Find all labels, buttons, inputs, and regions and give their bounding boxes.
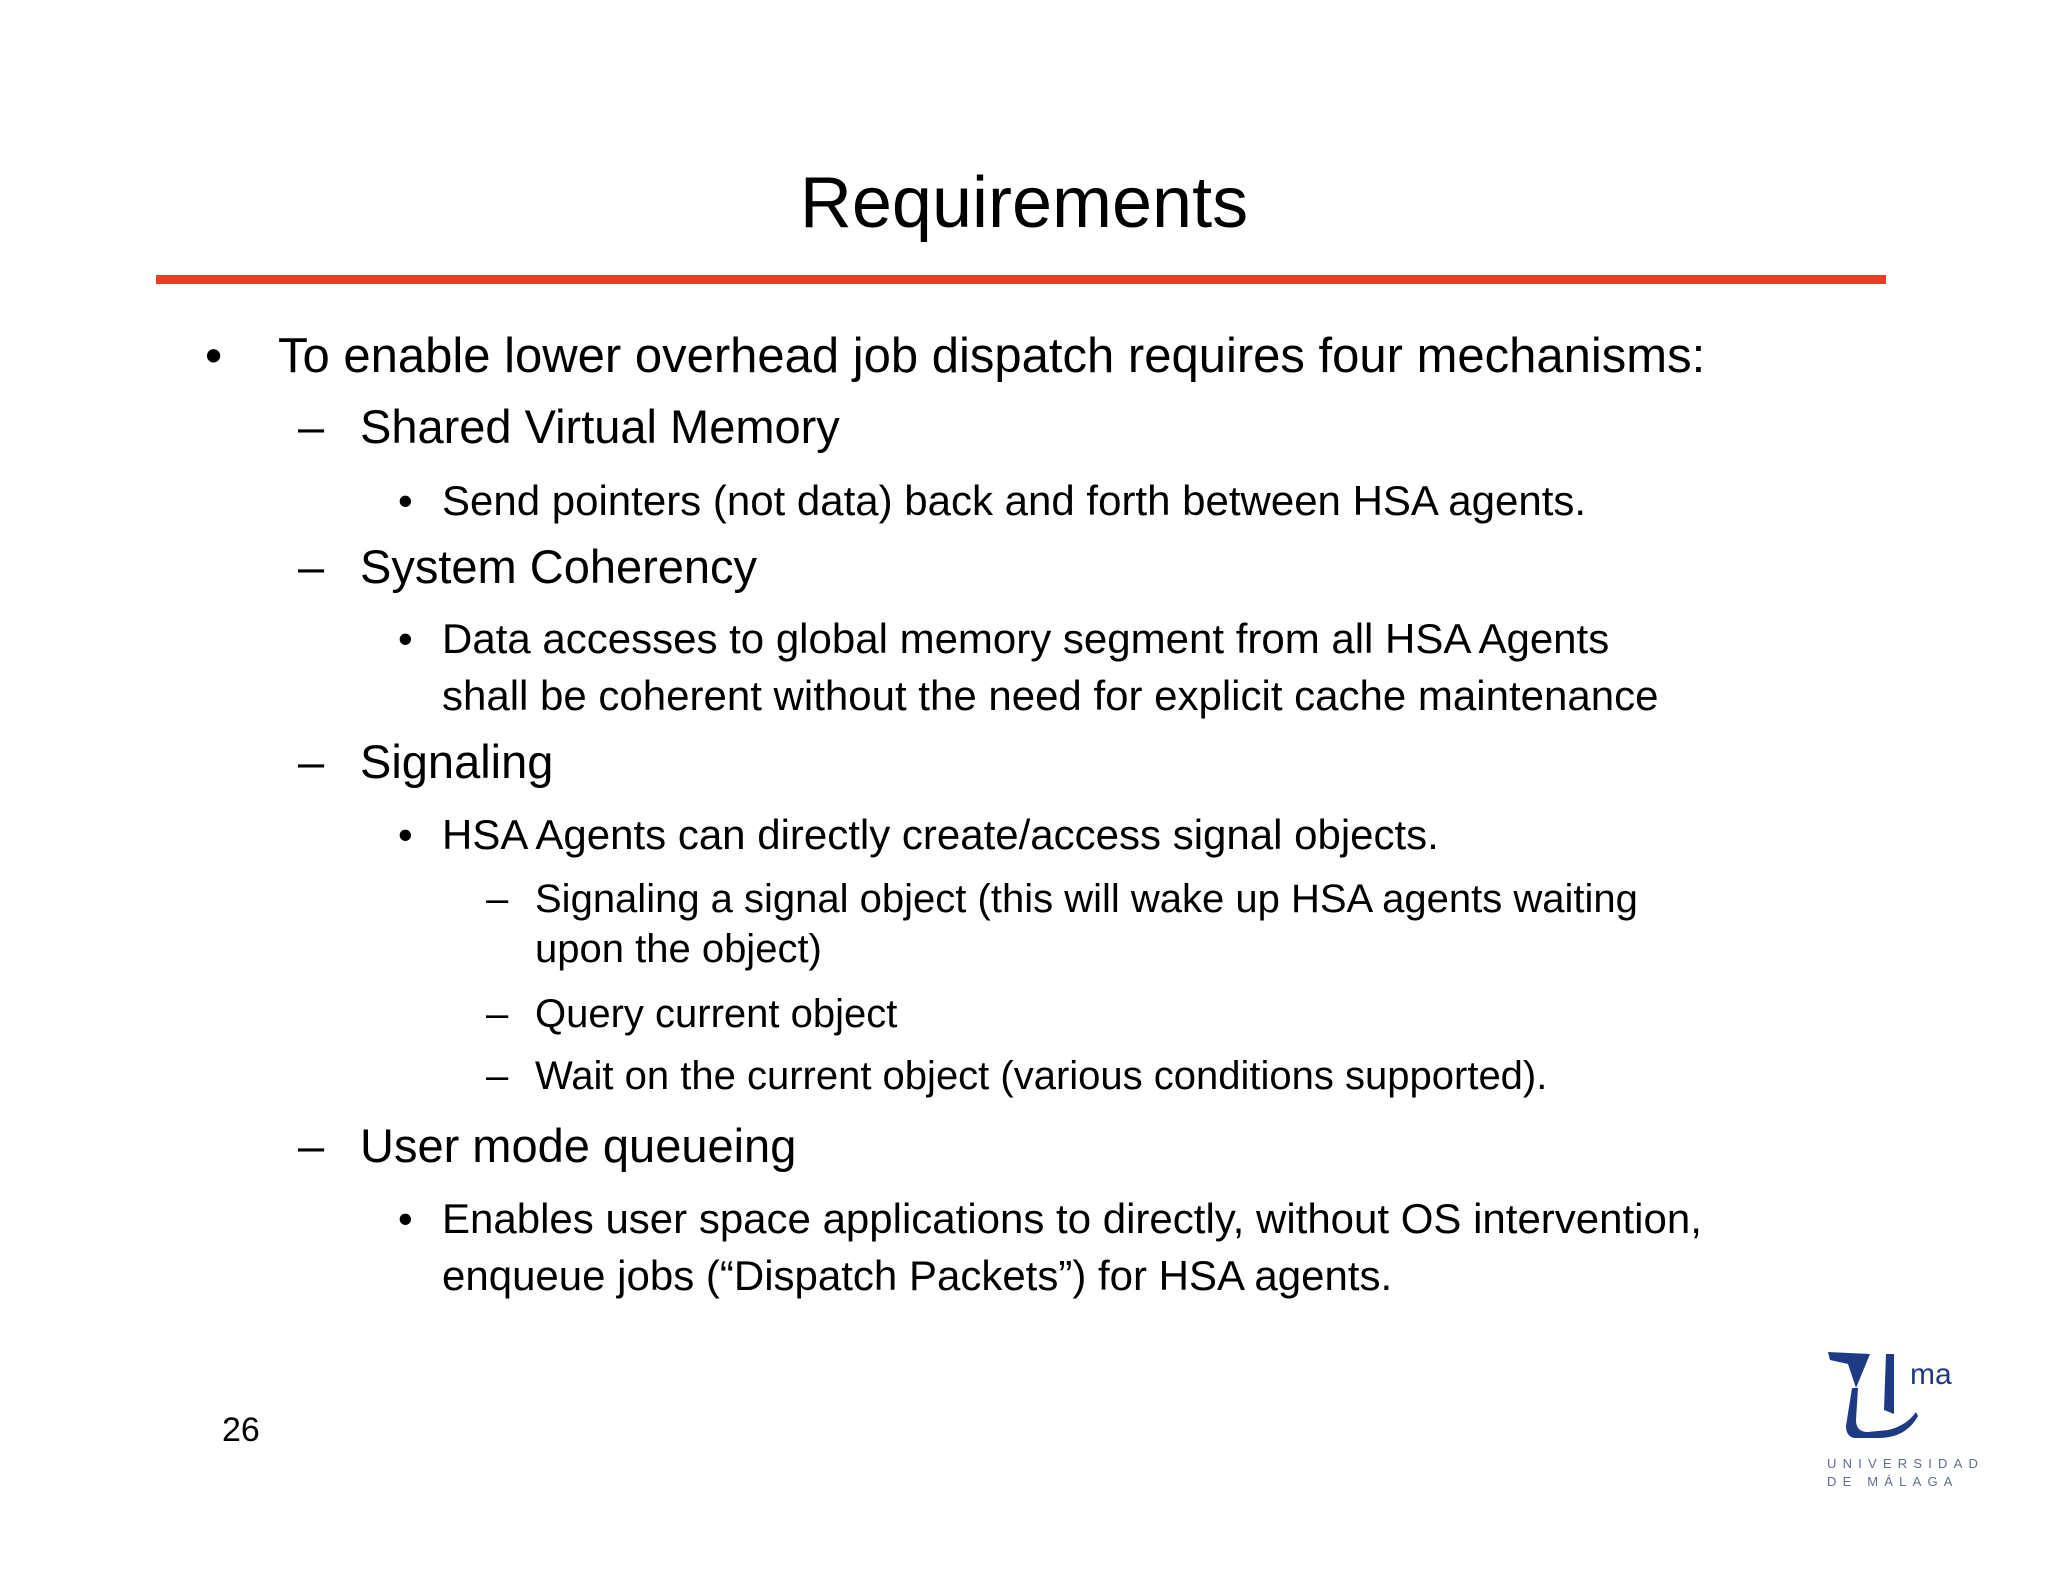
mechanism-user-mode-queueing: User mode queueing <box>360 1119 797 1172</box>
signaling-subitem-query: Query current object <box>535 992 898 1036</box>
system-coherency-detail-line-1: Data accesses to global memory segment from all HSA Agents <box>442 615 1610 662</box>
logo-caption <box>1827 1455 1997 1491</box>
university-of-malaga-logo-icon <box>1826 1350 1956 1440</box>
system-coherency-detail-line-2: shall be coherent without the need for explicit cache maintenance <box>442 672 1659 719</box>
dash-marker: – <box>298 400 325 453</box>
user-mode-queueing-detail-line-2: enqueue jobs (“Dispatch Packets”) for HSA agents. <box>442 1252 1393 1299</box>
mechanism-system-coherency: System Coherency <box>360 540 758 593</box>
logo-stem-shape <box>1846 1388 1918 1438</box>
signaling-detail: HSA Agents can directly create/access signal objects. <box>442 811 1439 858</box>
dash-marker: – <box>298 540 325 593</box>
logo-flag-shape <box>1828 1352 1870 1388</box>
signaling-subitem-line-1: Signaling a signal object (this will wake up HSA agents waiting <box>535 877 1638 921</box>
dash-marker: – <box>486 1054 509 1098</box>
mechanism-signaling: Signaling <box>360 735 554 788</box>
logo-mark-text: ma <box>1910 1358 1952 1391</box>
bullet-marker: • <box>398 477 413 524</box>
logo-caption-line-2: DE MÁLAGA <box>1827 1474 1959 1489</box>
bullet-marker: • <box>398 811 413 858</box>
dash-marker: – <box>298 735 325 788</box>
user-mode-queueing-detail-line-1: Enables user space applications to directly, without OS intervention, <box>442 1195 1702 1242</box>
mechanism-shared-virtual-memory: Shared Virtual Memory <box>360 400 840 453</box>
logo-bar-shape <box>1884 1354 1894 1414</box>
shared-virtual-memory-detail: Send pointers (not data) back and forth between HSA agents. <box>442 477 1587 524</box>
page-number: 26 <box>222 1411 260 1449</box>
slide-title: Requirements <box>799 163 1249 243</box>
dash-marker: – <box>486 877 509 921</box>
signaling-subitem-wait: Wait on the current object (various conditions supported). <box>535 1054 1548 1098</box>
bullet-marker: • <box>398 1195 413 1242</box>
bullet-main: To enable lower overhead job dispatch requires four mechanisms: <box>278 329 1706 383</box>
bullet-marker: • <box>398 615 413 662</box>
dash-marker: – <box>298 1119 325 1172</box>
logo-caption-line-1: UNIVERSIDAD <box>1827 1456 1985 1471</box>
title-divider <box>156 275 1886 284</box>
dash-marker: – <box>486 992 509 1036</box>
bullet-marker: • <box>205 329 223 383</box>
signaling-subitem-line-2: upon the object) <box>535 927 822 971</box>
